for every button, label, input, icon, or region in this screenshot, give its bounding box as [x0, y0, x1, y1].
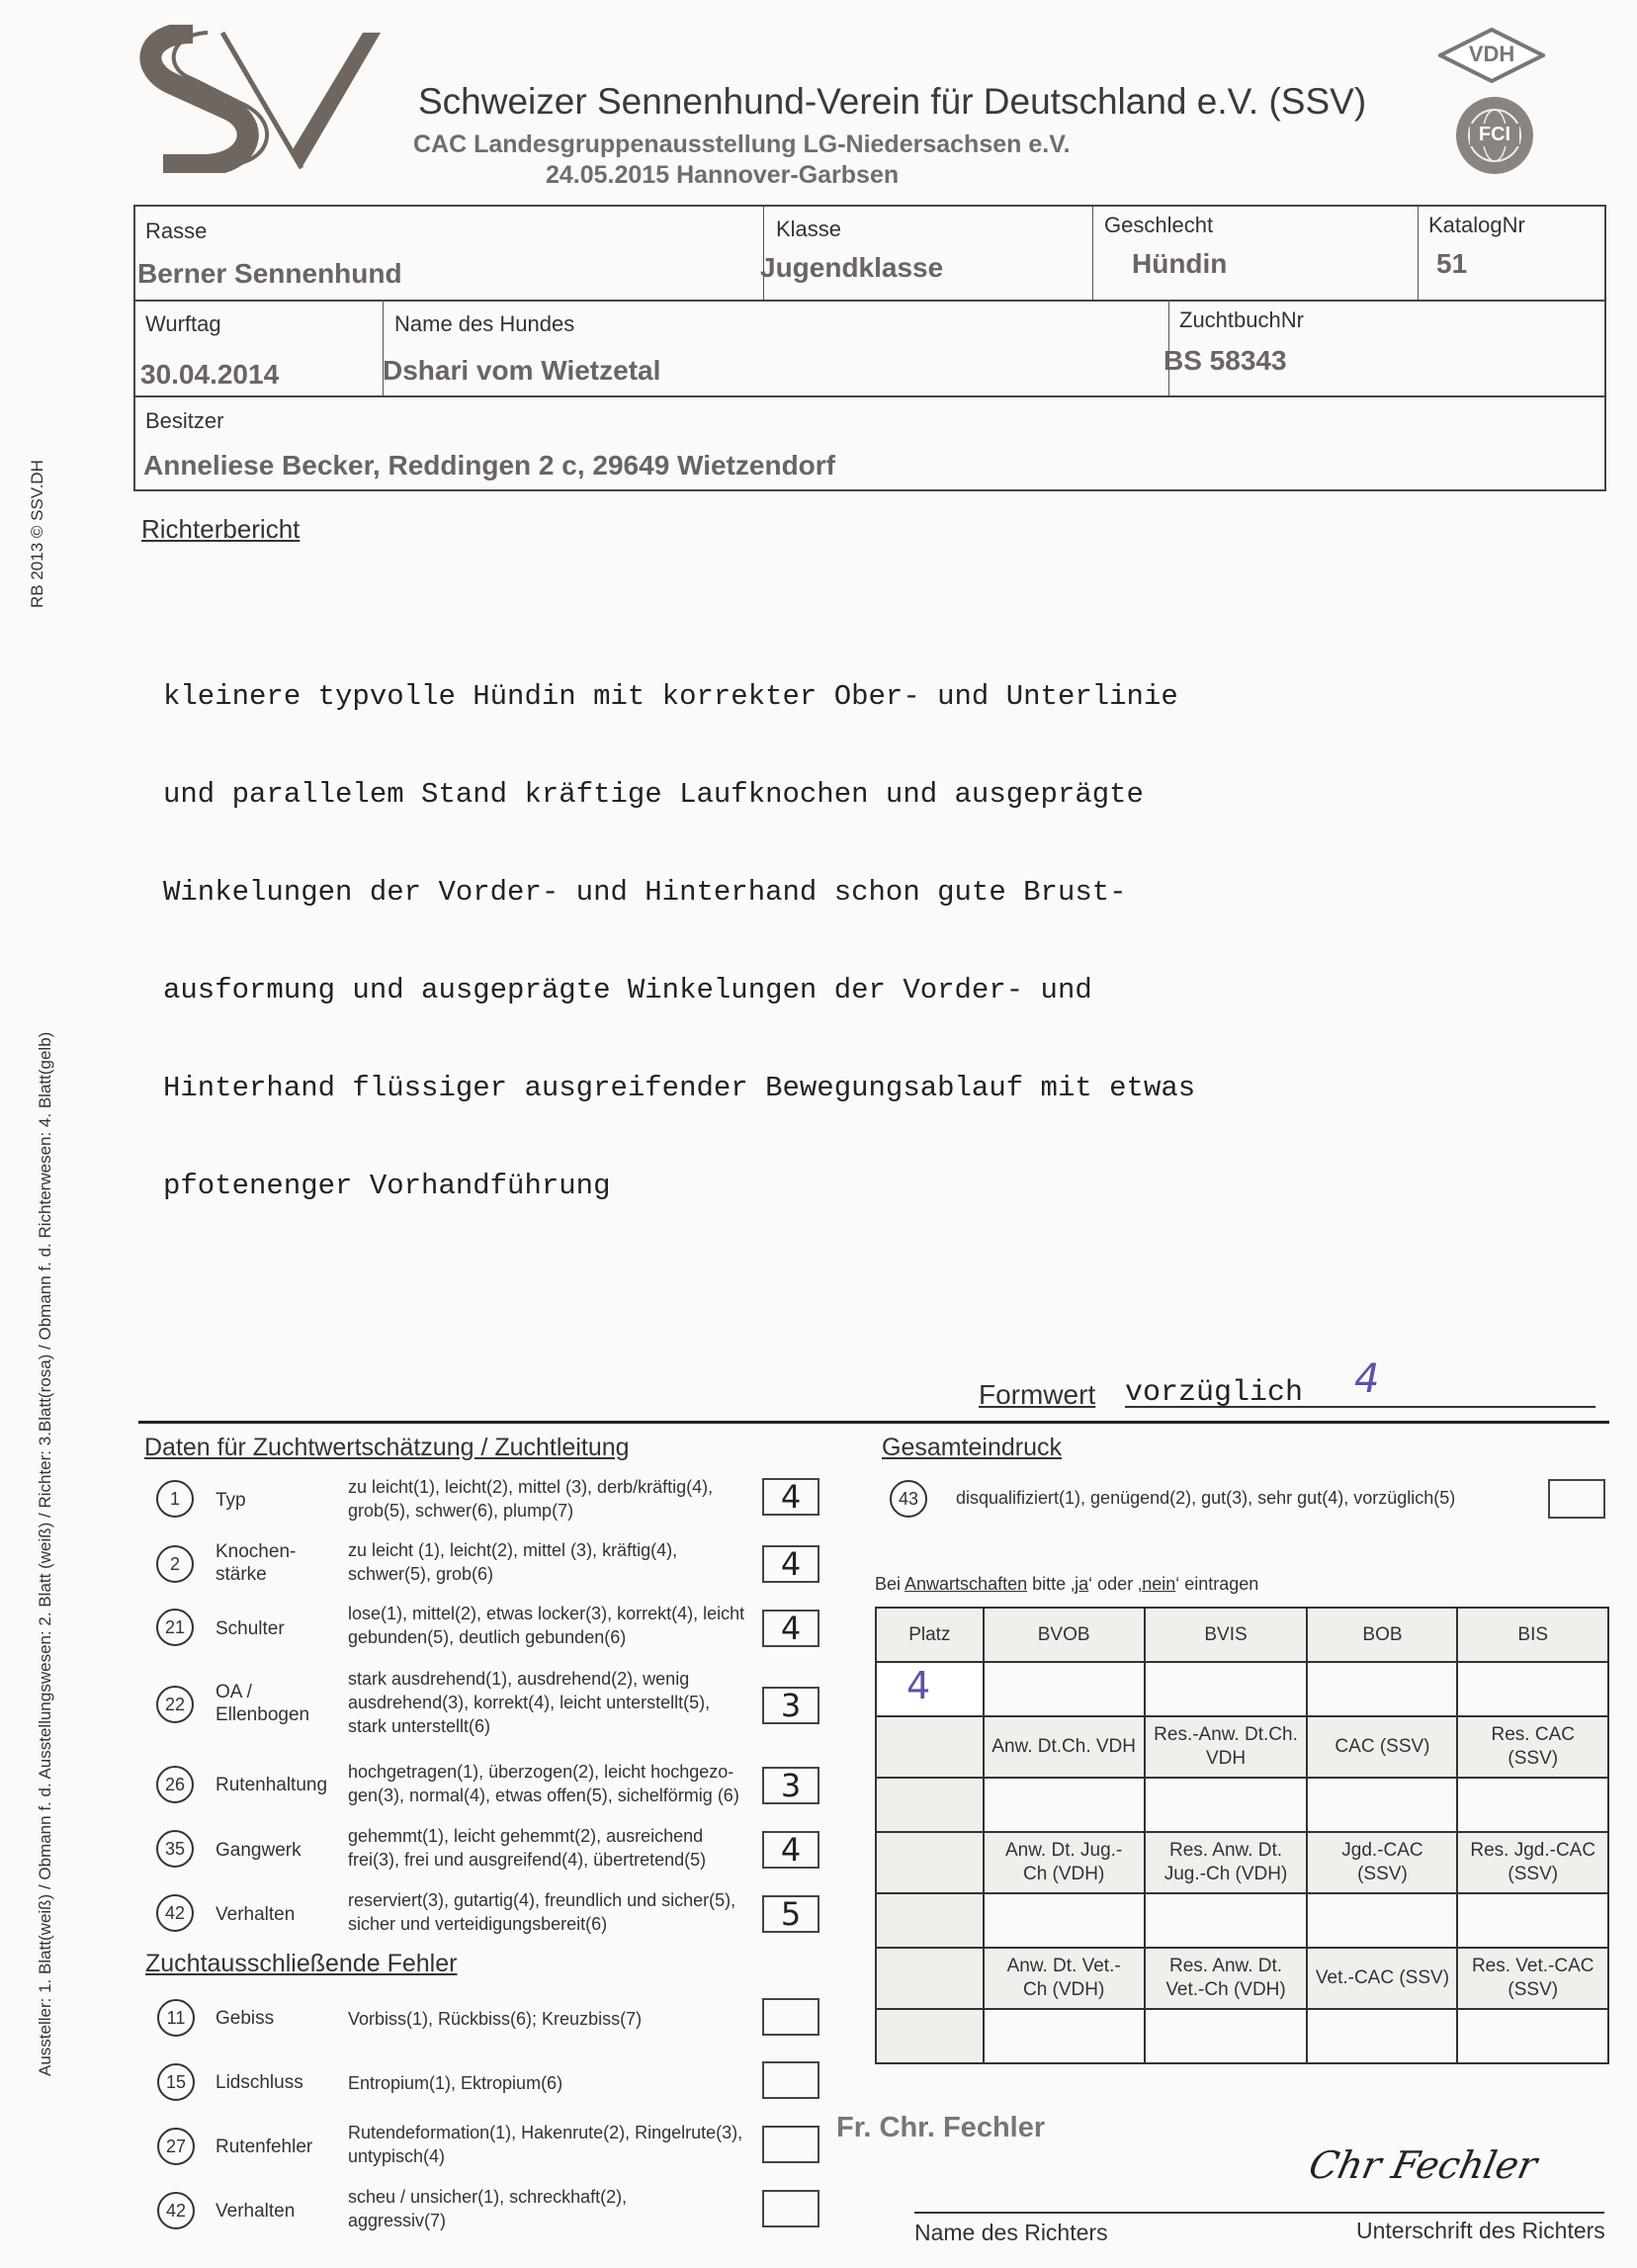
title-cell: Vet.-CAC (SSV) [1307, 1948, 1457, 2009]
geschlecht-value: Hündin [1132, 248, 1228, 279]
criterion-value-box[interactable] [762, 1610, 819, 1647]
zuchtbuchnr-label: ZuchtbuchNr [1179, 307, 1304, 332]
criterion-options: hochgetragen(1), überzogen(2), leicht hochgezo-gen(3), normal(4), etwas offen(5), sichelförmig (6) [348, 1762, 739, 1805]
fault-number: 42 [157, 2192, 195, 2229]
criterion-number: 2 [156, 1545, 194, 1583]
ssv-logo [133, 25, 386, 173]
header-bvis: BVIS [1145, 1608, 1308, 1662]
note-link: Anwartschaften [905, 1574, 1028, 1594]
anwartschaften-note [875, 1574, 1258, 1595]
title-cell: Res. CAC (SSV) [1457, 1716, 1608, 1778]
note-mid: bitte ‚ [1027, 1574, 1076, 1594]
gesamteindruck-heading: Gesamteindruck [882, 1434, 1063, 1461]
criterion-value: 5 [780, 1895, 802, 1933]
report-line: Winkelungen der Vorder- und Hinterhand schon gute Brust- [163, 876, 1127, 909]
platz-value: 4 [906, 1663, 931, 1707]
note-mid2: ‘ oder ‚ [1088, 1574, 1143, 1594]
geschlecht-label: Geschlecht [1104, 213, 1214, 237]
criterion-options: lose(1), mittel(2), etwas locker(3), korrekt(4), leicht gebunden(5), deutlich gebunden(6) [348, 1604, 745, 1647]
note-prefix: Bei [875, 1574, 905, 1594]
fci-logo-text: FCI [1470, 124, 1519, 146]
vdh-logo-text: VDH [1468, 42, 1515, 66]
title-cell: Res. Vet.-CAC (SSV) [1457, 1948, 1608, 2009]
fault-options: Entropium(1), Ektropium(6) [348, 2073, 563, 2093]
criterion-name: Knochen- stärke [215, 1541, 297, 1585]
title-cell: Anw. Dt. Jug.-Ch (VDH) [984, 1832, 1145, 1893]
fehler-heading: Zuchtausschließende Fehler [145, 1950, 458, 1977]
criterion-number: 22 [156, 1686, 194, 1723]
criterion-value-box[interactable] [762, 1895, 819, 1933]
fault-options: Rutendeformation(1), Hakenrute(2), Ringelrute(3), untypisch(4) [348, 2123, 743, 2166]
note-suffix: ‘ eintragen [1175, 1574, 1259, 1594]
platz-cell[interactable] [876, 1662, 984, 1716]
zuchtbuchnr-value: BS 58343 [1163, 345, 1287, 376]
platz-cell [876, 2009, 984, 2063]
platz-cell [876, 1948, 984, 2009]
formwert-line [1125, 1406, 1595, 1408]
fault-name: Gebiss [215, 2008, 275, 2029]
fault-name: Verhalten [215, 2201, 296, 2222]
distribution-note: Aussteller: 1. Blatt(weiß) / Obmann f. d. Ausstellungswesen: 2. Blatt (weiß) / Richter: 3.Blatt(rosa) / Obmann f. d. Richterwesen: 4. Blatt(gelb) [36, 1031, 54, 2076]
entry-cell[interactable] [1307, 1662, 1457, 1716]
criterion-name: OA / Ellenbogen [215, 1682, 310, 1725]
entry-cell[interactable] [1145, 1778, 1308, 1832]
rasse-value: Berner Sennenhund [137, 258, 402, 289]
judge-signature-label: Unterschrift des Richters [1356, 2218, 1605, 2243]
criterion-value: 4 [780, 1831, 802, 1869]
ssv-logo-icon [133, 25, 386, 173]
fault-number: 15 [157, 2063, 195, 2101]
fault-number: 27 [157, 2128, 195, 2165]
formwert-label: Formwert [979, 1379, 1096, 1410]
signature-line [914, 2212, 1604, 2214]
criterion-options: gehemmt(1), leicht gehemmt(2), ausreichend frei(3), frei und ausgreifend(4), übertretend(5) [348, 1826, 707, 1870]
fault-number: 11 [157, 1999, 195, 2037]
entry-cell[interactable] [1307, 1778, 1457, 1832]
report-line: ausformung und ausgeprägte Winkelungen der Vorder- und [163, 974, 1092, 1006]
gesamteindruck-value-box[interactable] [1548, 1479, 1605, 1519]
section-divider [138, 1421, 1609, 1424]
platz-cell [876, 1716, 984, 1778]
table-row [876, 1832, 1608, 1893]
criterion-name: Schulter [215, 1618, 285, 1639]
entry-cell[interactable] [1457, 1893, 1608, 1948]
title-cell: Res.-Anw. Dt.Ch. VDH [1145, 1716, 1308, 1778]
show-title: CAC Landesgruppenausstellung LG-Niedersachsen e.V. [413, 131, 1071, 158]
criterion-number: 26 [156, 1766, 194, 1803]
criterion-value: 4 [780, 1478, 802, 1516]
criterion-options: zu leicht (1), leicht(2), mittel (3), kräftig(4), schwer(5), grob(6) [348, 1540, 678, 1584]
entry-cell[interactable] [1145, 2009, 1308, 2063]
report-heading: Richterbericht [141, 514, 301, 544]
criterion-options: zu leicht(1), leicht(2), mittel (3), derb/kräftig(4), grob(5), schwer(6), plump(7) [348, 1477, 714, 1521]
fault-name: Lidschluss [215, 2072, 303, 2093]
platz-cell [876, 1832, 984, 1893]
gesamteindruck-options: disqualifiziert(1), genügend(2), gut(3), sehr gut(4), vorzüglich(5) [956, 1488, 1456, 1508]
header-bvob: BVOB [984, 1608, 1145, 1662]
entry-cell[interactable] [1145, 1893, 1308, 1948]
judge-name-label: Name des Richters [914, 2220, 1108, 2245]
header-bob: BOB [1307, 1608, 1457, 1662]
criterion-value-box[interactable] [762, 1831, 819, 1869]
klasse-value: Jugendklasse [760, 252, 944, 283]
criterion-value-box[interactable] [762, 1478, 819, 1516]
report-line: pfotenenger Vorhandführung [163, 1170, 611, 1202]
title-cell: CAC (SSV) [1307, 1716, 1457, 1778]
table-row [876, 1948, 1608, 2009]
club-title: Schweizer Sennenhund-Verein für Deutschland e.V. (SSV) [418, 81, 1367, 122]
judge-signature: Chr Fechler [1305, 2143, 1541, 2187]
entry-cell[interactable] [984, 1662, 1145, 1716]
title-cell: Anw. Dt. Vet.-Ch (VDH) [984, 1948, 1145, 2009]
report-line: und parallelem Stand kräftige Laufknochen und ausgeprägte [163, 778, 1144, 811]
table-row [876, 2009, 1608, 2063]
entry-cell[interactable] [984, 1893, 1145, 1948]
besitzer-label: Besitzer [145, 408, 224, 433]
platz-cell [876, 1778, 984, 1832]
entry-cell[interactable] [1457, 2009, 1608, 2063]
table-row [876, 1893, 1608, 1948]
header-platz: Platz [876, 1608, 984, 1662]
hundename-value: Dshari vom Wietzetal [383, 355, 661, 386]
dog-info-table [133, 205, 1606, 491]
entry-cell[interactable] [1307, 2009, 1457, 2063]
entry-cell[interactable] [1457, 1778, 1608, 1832]
criterion-value: 4 [780, 1545, 802, 1583]
criterion-number: 35 [156, 1830, 194, 1868]
show-date-location: 24.05.2015 Hannover-Garbsen [546, 161, 900, 189]
judge-name: Fr. Chr. Fechler [836, 2112, 1046, 2143]
criterion-name: Typ [215, 1490, 246, 1511]
wurftag-value: 30.04.2014 [140, 359, 280, 390]
hundename-label: Name des Hundes [394, 311, 575, 336]
criterion-options: stark ausdrehend(1), ausdrehend(2), wenig ausdrehend(3), korrekt(4), leicht unterstellt(5), stark unterstellt(6) [348, 1669, 711, 1736]
title-cell: Res. Anw. Dt. Jug.-Ch (VDH) [1145, 1832, 1308, 1893]
title-cell: Anw. Dt.Ch. VDH [984, 1716, 1145, 1778]
report-line: kleinere typvolle Hündin mit korrekter Ober- und Unterlinie [163, 680, 1178, 713]
fci-logo [1456, 97, 1533, 174]
table-row [876, 1778, 1608, 1832]
entry-cell[interactable] [984, 2009, 1145, 2063]
fault-value-box[interactable] [762, 2126, 819, 2163]
entry-cell[interactable] [984, 1778, 1145, 1832]
entry-cell[interactable] [1307, 1893, 1457, 1948]
wurftag-label: Wurftag [145, 311, 221, 336]
criterion-name: Gangwerk [215, 1840, 302, 1861]
vdh-logo [1438, 28, 1545, 83]
fault-name: Rutenfehler [215, 2137, 313, 2157]
criterion-value-box[interactable] [762, 1545, 819, 1583]
table-row [876, 1716, 1608, 1778]
besitzer-value: Anneliese Becker, Reddingen 2 c, 29649 Wietzendorf [143, 450, 835, 480]
gesamteindruck-number: 43 [890, 1480, 927, 1518]
criterion-number: 42 [156, 1894, 194, 1932]
formwert-handwritten: 4 [1354, 1356, 1380, 1402]
fault-value-box[interactable] [762, 2061, 819, 2099]
formwert-value: vorzüglich [1125, 1376, 1304, 1410]
fault-options: scheu / unsicher(1), schreckhaft(2), aggressiv(7) [348, 2187, 628, 2230]
table-row [876, 1662, 1608, 1716]
entry-cell[interactable] [1145, 1662, 1308, 1716]
table-header-row [876, 1608, 1608, 1662]
note-ja: ja [1075, 1574, 1089, 1594]
platz-cell [876, 1893, 984, 1948]
title-cell: Jgd.-CAC (SSV) [1307, 1832, 1457, 1893]
criterion-number: 1 [156, 1480, 194, 1518]
entry-cell[interactable] [1457, 1662, 1608, 1716]
rasse-label: Rasse [145, 218, 208, 243]
criterion-value: 3 [780, 1687, 802, 1724]
criterion-value: 3 [780, 1767, 802, 1804]
title-cell: Res. Anw. Dt. Vet.-Ch (VDH) [1145, 1948, 1308, 2009]
title-cell: Res. Jgd.-CAC (SSV) [1457, 1832, 1608, 1893]
anwartschaften-table [875, 1607, 1609, 2064]
katalognr-label: KatalogNr [1428, 213, 1525, 237]
fault-value-box[interactable] [762, 1998, 819, 2036]
fault-value-box[interactable] [762, 2190, 819, 2227]
report-line: Hinterhand flüssiger ausgreifender Bewegungsablauf mit etwas [163, 1072, 1196, 1104]
header-bis: BIS [1457, 1608, 1608, 1662]
criterion-name: Verhalten [215, 1904, 296, 1925]
katalognr-value: 51 [1436, 248, 1468, 279]
klasse-label: Klasse [776, 217, 842, 241]
criterion-options: reserviert(3), gutartig(4), freundlich und sicher(5), sicher und verteidigungsbereit(6) [348, 1890, 736, 1934]
criterion-name: Rutenhaltung [215, 1775, 328, 1795]
criterion-value: 4 [780, 1610, 802, 1647]
copyright-note: RB 2013 © SSV.DH [28, 460, 46, 608]
report-text [163, 615, 1195, 1235]
fault-options: Vorbiss(1), Rückbiss(6); Kreuzbiss(7) [348, 2009, 643, 2029]
criterion-value-box[interactable] [762, 1767, 819, 1804]
criterion-value-box[interactable] [762, 1687, 819, 1724]
note-nein: nein [1142, 1574, 1176, 1594]
criterion-number: 21 [156, 1609, 194, 1646]
zuchtwert-heading: Daten für Zuchtwertschätzung / Zuchtleitung [144, 1434, 630, 1461]
